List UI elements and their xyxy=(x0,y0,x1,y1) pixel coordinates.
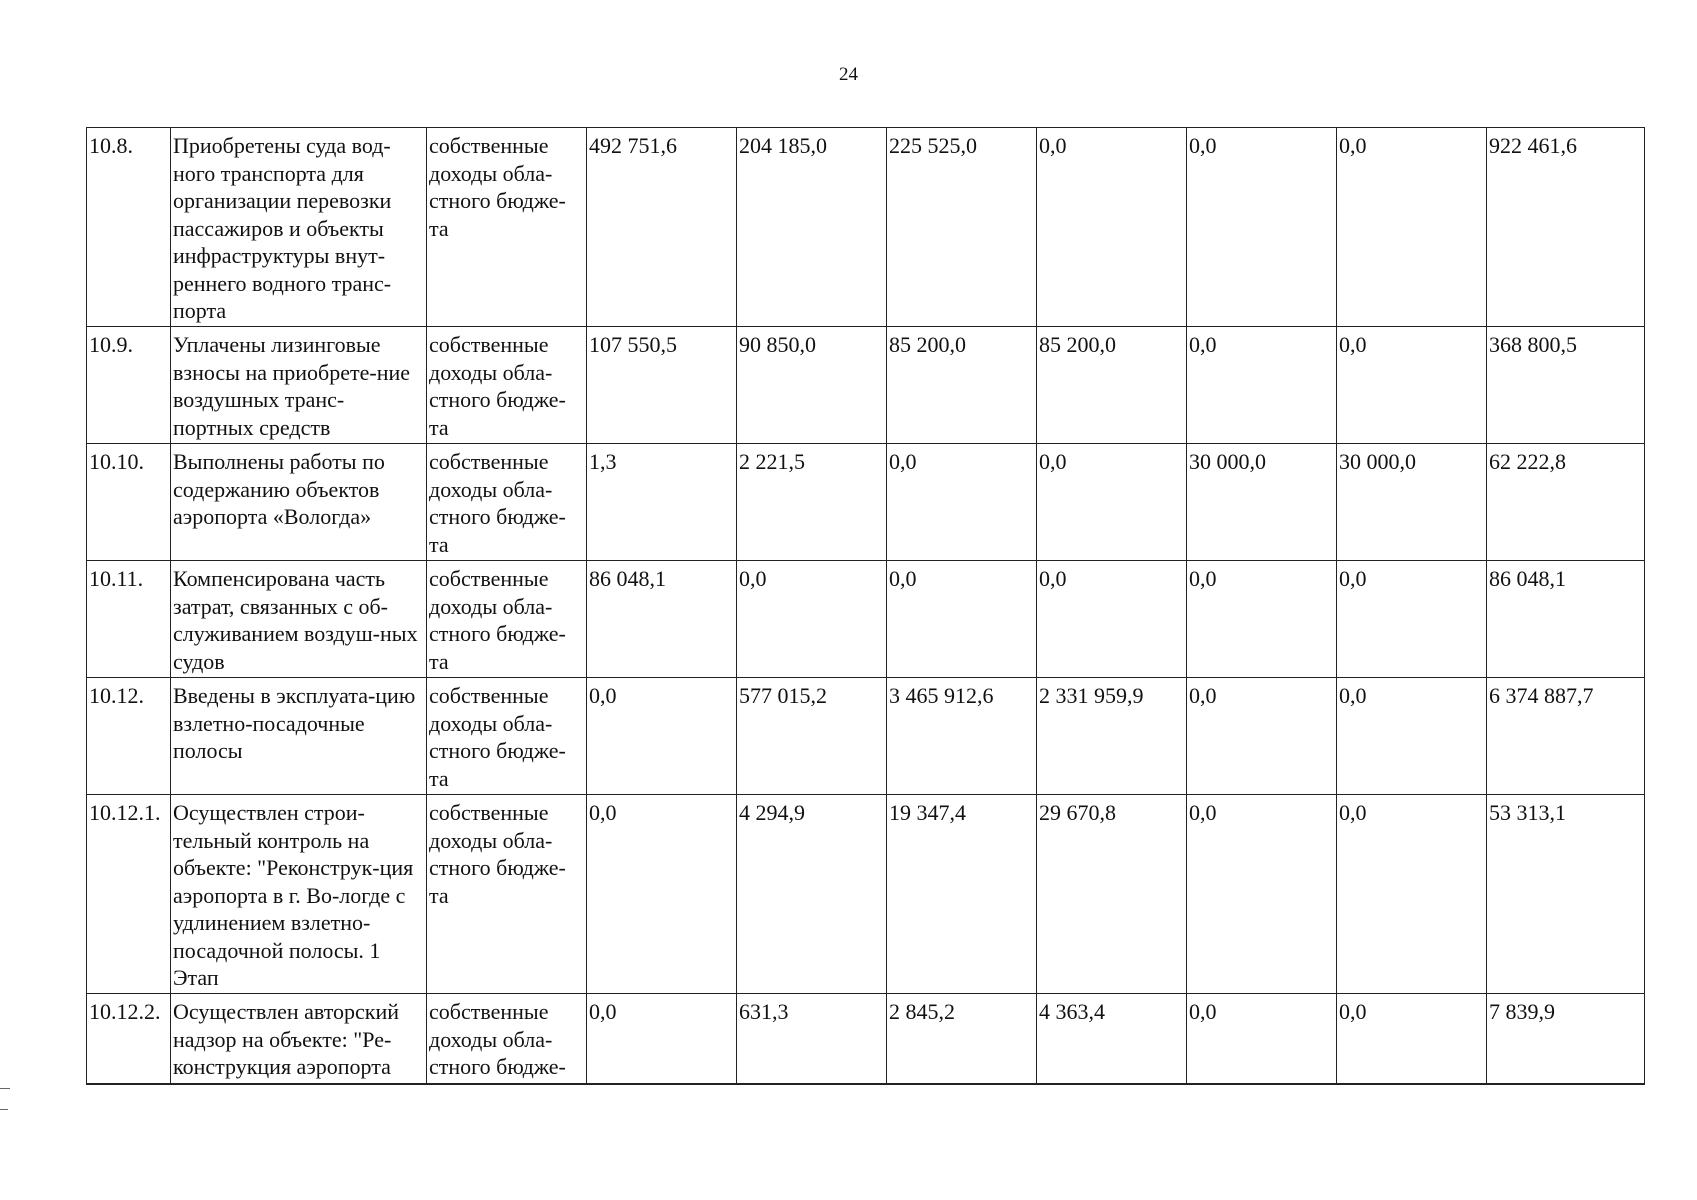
value-cell: 0,0 xyxy=(1037,128,1187,327)
value-cell: 0,0 xyxy=(737,561,887,678)
value-cell: 85 200,0 xyxy=(887,327,1037,444)
value-cell: 0,0 xyxy=(1187,994,1337,1084)
value-cell: 0,0 xyxy=(1337,561,1487,678)
value-cell: 204 185,0 xyxy=(737,128,887,327)
description-cell: Выполнены работы по содержанию объектов аэропорта «Вологда» xyxy=(171,444,427,561)
value-cell: 0,0 xyxy=(1187,327,1337,444)
row-number-cell: 10.12. xyxy=(87,678,171,795)
table-row xyxy=(87,561,1645,678)
description-cell: Уплачены лизинговые взносы на приобрете-ние воздушных транс-портных средств xyxy=(171,327,427,444)
value-cell: 4 363,4 xyxy=(1037,994,1187,1084)
description-cell: Осуществлен строи-тельный контроль на объекте: "Реконструк-ция аэропорта в г. Во-логде с удлинением взлетно-посадочной полосы. 1 Этап xyxy=(171,795,427,994)
row-number-cell: 10.9. xyxy=(87,327,171,444)
value-cell: 0,0 xyxy=(587,795,737,994)
budget-table xyxy=(86,127,1645,1085)
value-cell: 0,0 xyxy=(1337,128,1487,327)
value-cell: 0,0 xyxy=(1337,327,1487,444)
description-cell: Приобретены суда вод-ного транспорта для организации перевозки пассажиров и объекты инфраструктуры внут-реннего водного транс-порта xyxy=(171,128,427,327)
value-cell: 0,0 xyxy=(1337,678,1487,795)
value-cell: 3 465 912,6 xyxy=(887,678,1037,795)
value-cell: 30 000,0 xyxy=(1337,444,1487,561)
value-cell: 107 550,5 xyxy=(587,327,737,444)
edge-mark-left xyxy=(0,1088,10,1089)
value-cell: 0,0 xyxy=(887,561,1037,678)
funding-source-cell: собственные доходы обла-стного бюдже-та xyxy=(427,128,587,327)
row-number-cell: 10.10. xyxy=(87,444,171,561)
funding-source-cell: собственные доходы обла-стного бюдже-та xyxy=(427,444,587,561)
row-number-cell: 10.11. xyxy=(87,561,171,678)
total-value-cell: 368 800,5 xyxy=(1487,327,1645,444)
value-cell: 0,0 xyxy=(1037,561,1187,678)
value-cell: 0,0 xyxy=(1337,994,1487,1084)
table-row xyxy=(87,994,1645,1084)
description-cell: Компенсирована часть затрат, связанных с об-служиванием воздуш-ных судов xyxy=(171,561,427,678)
value-cell: 0,0 xyxy=(587,994,737,1084)
total-value-cell: 86 048,1 xyxy=(1487,561,1645,678)
value-cell: 631,3 xyxy=(737,994,887,1084)
value-cell: 577 015,2 xyxy=(737,678,887,795)
total-value-cell: 7 839,9 xyxy=(1487,994,1645,1084)
value-cell: 1,3 xyxy=(587,444,737,561)
row-number-cell: 10.8. xyxy=(87,128,171,327)
table-row xyxy=(87,678,1645,795)
total-value-cell: 62 222,8 xyxy=(1487,444,1645,561)
value-cell: 0,0 xyxy=(1187,678,1337,795)
value-cell: 2 331 959,9 xyxy=(1037,678,1187,795)
value-cell: 2 845,2 xyxy=(887,994,1037,1084)
funding-source-cell: собственные доходы обла-стного бюдже-та xyxy=(427,678,587,795)
description-cell: Введены в эксплуата-цию взлетно-посадочные полосы xyxy=(171,678,427,795)
value-cell: 0,0 xyxy=(1187,128,1337,327)
row-number-cell: 10.12.1. xyxy=(87,795,171,994)
total-value-cell: 6 374 887,7 xyxy=(1487,678,1645,795)
value-cell: 0,0 xyxy=(1037,444,1187,561)
funding-source-cell: собственные доходы обла-стного бюдже-та xyxy=(427,327,587,444)
value-cell: 0,0 xyxy=(587,678,737,795)
table-row xyxy=(87,795,1645,994)
page-number: 24 xyxy=(839,64,858,85)
value-cell: 0,0 xyxy=(1337,795,1487,994)
funding-source-cell: собственные доходы обла-стного бюдже-та xyxy=(427,561,587,678)
value-cell: 19 347,4 xyxy=(887,795,1037,994)
total-value-cell: 53 313,1 xyxy=(1487,795,1645,994)
value-cell: 29 670,8 xyxy=(1037,795,1187,994)
value-cell: 0,0 xyxy=(1187,795,1337,994)
value-cell: 225 525,0 xyxy=(887,128,1037,327)
edge-mark-left-lower xyxy=(0,1109,8,1110)
value-cell: 2 221,5 xyxy=(737,444,887,561)
value-cell: 0,0 xyxy=(887,444,1037,561)
table-row xyxy=(87,444,1645,561)
value-cell: 30 000,0 xyxy=(1187,444,1337,561)
value-cell: 0,0 xyxy=(1187,561,1337,678)
row-number-cell: 10.12.2. xyxy=(87,994,171,1084)
table-body xyxy=(87,128,1645,1084)
table-row xyxy=(87,128,1645,327)
total-value-cell: 922 461,6 xyxy=(1487,128,1645,327)
table-row xyxy=(87,327,1645,444)
funding-source-cell: собственные доходы обла-стного бюдже- xyxy=(427,994,587,1084)
value-cell: 492 751,6 xyxy=(587,128,737,327)
funding-source-cell: собственные доходы обла-стного бюдже-та xyxy=(427,795,587,994)
value-cell: 85 200,0 xyxy=(1037,327,1187,444)
value-cell: 86 048,1 xyxy=(587,561,737,678)
value-cell: 90 850,0 xyxy=(737,327,887,444)
description-cell: Осуществлен авторский надзор на объекте: "Ре-конструкция аэропорта xyxy=(171,994,427,1084)
value-cell: 4 294,9 xyxy=(737,795,887,994)
